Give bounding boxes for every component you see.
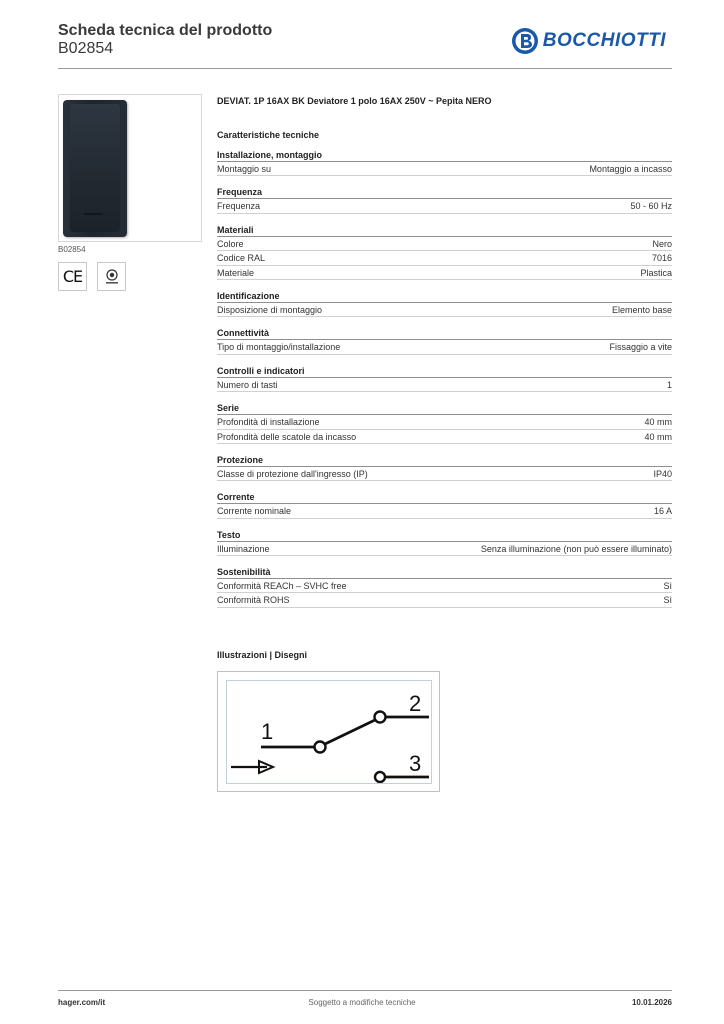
product-code: B02854 [58, 40, 114, 57]
spec-group-title: Controlli e indicatori [217, 364, 672, 378]
spec-row [217, 593, 672, 607]
spec-row [217, 303, 672, 317]
footer-date: 10.01.2026 [631, 998, 672, 1007]
spec-group [217, 565, 672, 608]
spec-value: 40 mm [644, 431, 672, 442]
spec-label: Classe di protezione dall'ingresso (IP) [217, 468, 368, 479]
spec-value: 1 [666, 379, 672, 390]
spec-row [217, 251, 672, 265]
spec-value: IP40 [653, 468, 672, 479]
spec-group-title: Testo [217, 528, 672, 542]
spec-group [217, 148, 672, 176]
spec-value: Fissaggio a vite [609, 342, 672, 353]
pivot-contact [315, 742, 326, 753]
spec-row [217, 378, 672, 392]
spec-value: Elemento base [611, 304, 672, 315]
footer-divider [58, 990, 672, 991]
footer-note: Soggetto a modifiche tecniche [308, 998, 416, 1007]
spec-value: 50 - 60 Hz [630, 201, 672, 212]
imq-mark-icon [97, 262, 126, 291]
switch-lever [325, 720, 375, 744]
illustrations-heading: Illustrazioni | Disegni [217, 650, 308, 660]
wiring-diagram [217, 671, 440, 792]
spec-row [217, 467, 672, 481]
spec-label: Profondità delle scatole da incasso [217, 431, 357, 442]
spec-group [217, 401, 672, 444]
spec-row [217, 415, 672, 429]
spec-group-title: Installazione, montaggio [217, 148, 672, 162]
spec-label: Corrente nominale [217, 506, 292, 517]
spec-group [217, 185, 672, 213]
spec-group-title: Serie [217, 401, 672, 415]
spec-label: Illuminazione [217, 543, 270, 554]
spec-label: Numero di tasti [217, 379, 278, 390]
spec-sheet [217, 94, 672, 617]
spec-value: Plastica [640, 267, 672, 278]
spec-row [217, 579, 672, 593]
spec-groups [217, 148, 672, 608]
spec-row [217, 199, 672, 213]
spec-label: Conformità ROHS [217, 595, 290, 606]
spec-value: Nero [652, 238, 672, 249]
brand-logo [511, 26, 666, 56]
spec-value: 40 mm [644, 417, 672, 428]
ce-mark-icon: C​E [58, 262, 87, 291]
spec-group [217, 223, 672, 280]
spec-row [217, 542, 672, 556]
terminal-label-2: 2 [409, 691, 422, 716]
product-image [58, 94, 202, 242]
footer-website[interactable]: hager.com/it [58, 998, 106, 1007]
spec-label: Tipo di montaggio/installazione [217, 342, 341, 353]
spec-group-title: Frequenza [217, 185, 672, 199]
spec-label: Materiale [217, 267, 255, 278]
spec-row [217, 266, 672, 280]
spec-group-title: Corrente [217, 490, 672, 504]
wiring-diagram-inner [226, 680, 432, 784]
contact-2 [375, 712, 386, 723]
spec-label: Codice RAL [217, 253, 266, 264]
spec-group-title: Sostenibilità [217, 565, 672, 579]
terminal-label-3: 3 [409, 751, 422, 776]
spec-row [217, 504, 672, 518]
specs-heading: Caratteristiche tecniche [217, 130, 320, 140]
spec-group [217, 289, 672, 317]
spec-row [217, 430, 672, 444]
spec-group [217, 364, 672, 392]
switch-plate [63, 100, 127, 237]
spec-value: 16 A [653, 506, 672, 517]
document-title: Scheda tecnica del prodotto [58, 22, 273, 39]
product-media [58, 94, 202, 291]
spec-value: 7016 [651, 253, 672, 264]
spec-group-title: Materiali [217, 223, 672, 237]
spec-value: Sì [663, 595, 672, 606]
spec-row [217, 340, 672, 354]
brand-name: BOCCHIOTTI [542, 30, 666, 51]
spec-row [217, 162, 672, 176]
spec-value: Senza illuminazione (non può essere illuminato) [480, 543, 672, 554]
spec-label: Profondità di installazione [217, 417, 320, 428]
two-way-switch-schematic [227, 681, 431, 783]
spec-group [217, 326, 672, 354]
terminal-label-1: 1 [261, 719, 274, 744]
header-divider [58, 68, 672, 69]
product-name: DEVIAT. 1P 16AX BK Deviatore 1 polo 16AX 250V ~ Pepita NERO [217, 96, 492, 106]
spec-label: Colore [217, 238, 244, 249]
spec-label: Conformità REACh – SVHC free [217, 581, 347, 592]
spec-group [217, 453, 672, 481]
image-caption: B02854 [58, 245, 86, 254]
page-header [58, 20, 672, 70]
spec-group-title: Identificazione [217, 289, 672, 303]
brand-emblem-icon [511, 27, 539, 55]
switch-marker [84, 213, 102, 215]
spec-group [217, 490, 672, 518]
spec-label: Frequenza [217, 201, 261, 212]
spec-group-title: Connettività [217, 326, 672, 340]
spec-group [217, 528, 672, 556]
spec-label: Montaggio su [217, 164, 272, 174]
spec-value: Montaggio a incasso [589, 164, 672, 174]
contact-3 [375, 772, 385, 782]
certification-row [58, 262, 202, 291]
spec-label: Disposizione di montaggio [217, 304, 323, 315]
spec-group-title: Protezione [217, 453, 672, 467]
spec-row [217, 237, 672, 251]
spec-value: Sì [663, 581, 672, 592]
